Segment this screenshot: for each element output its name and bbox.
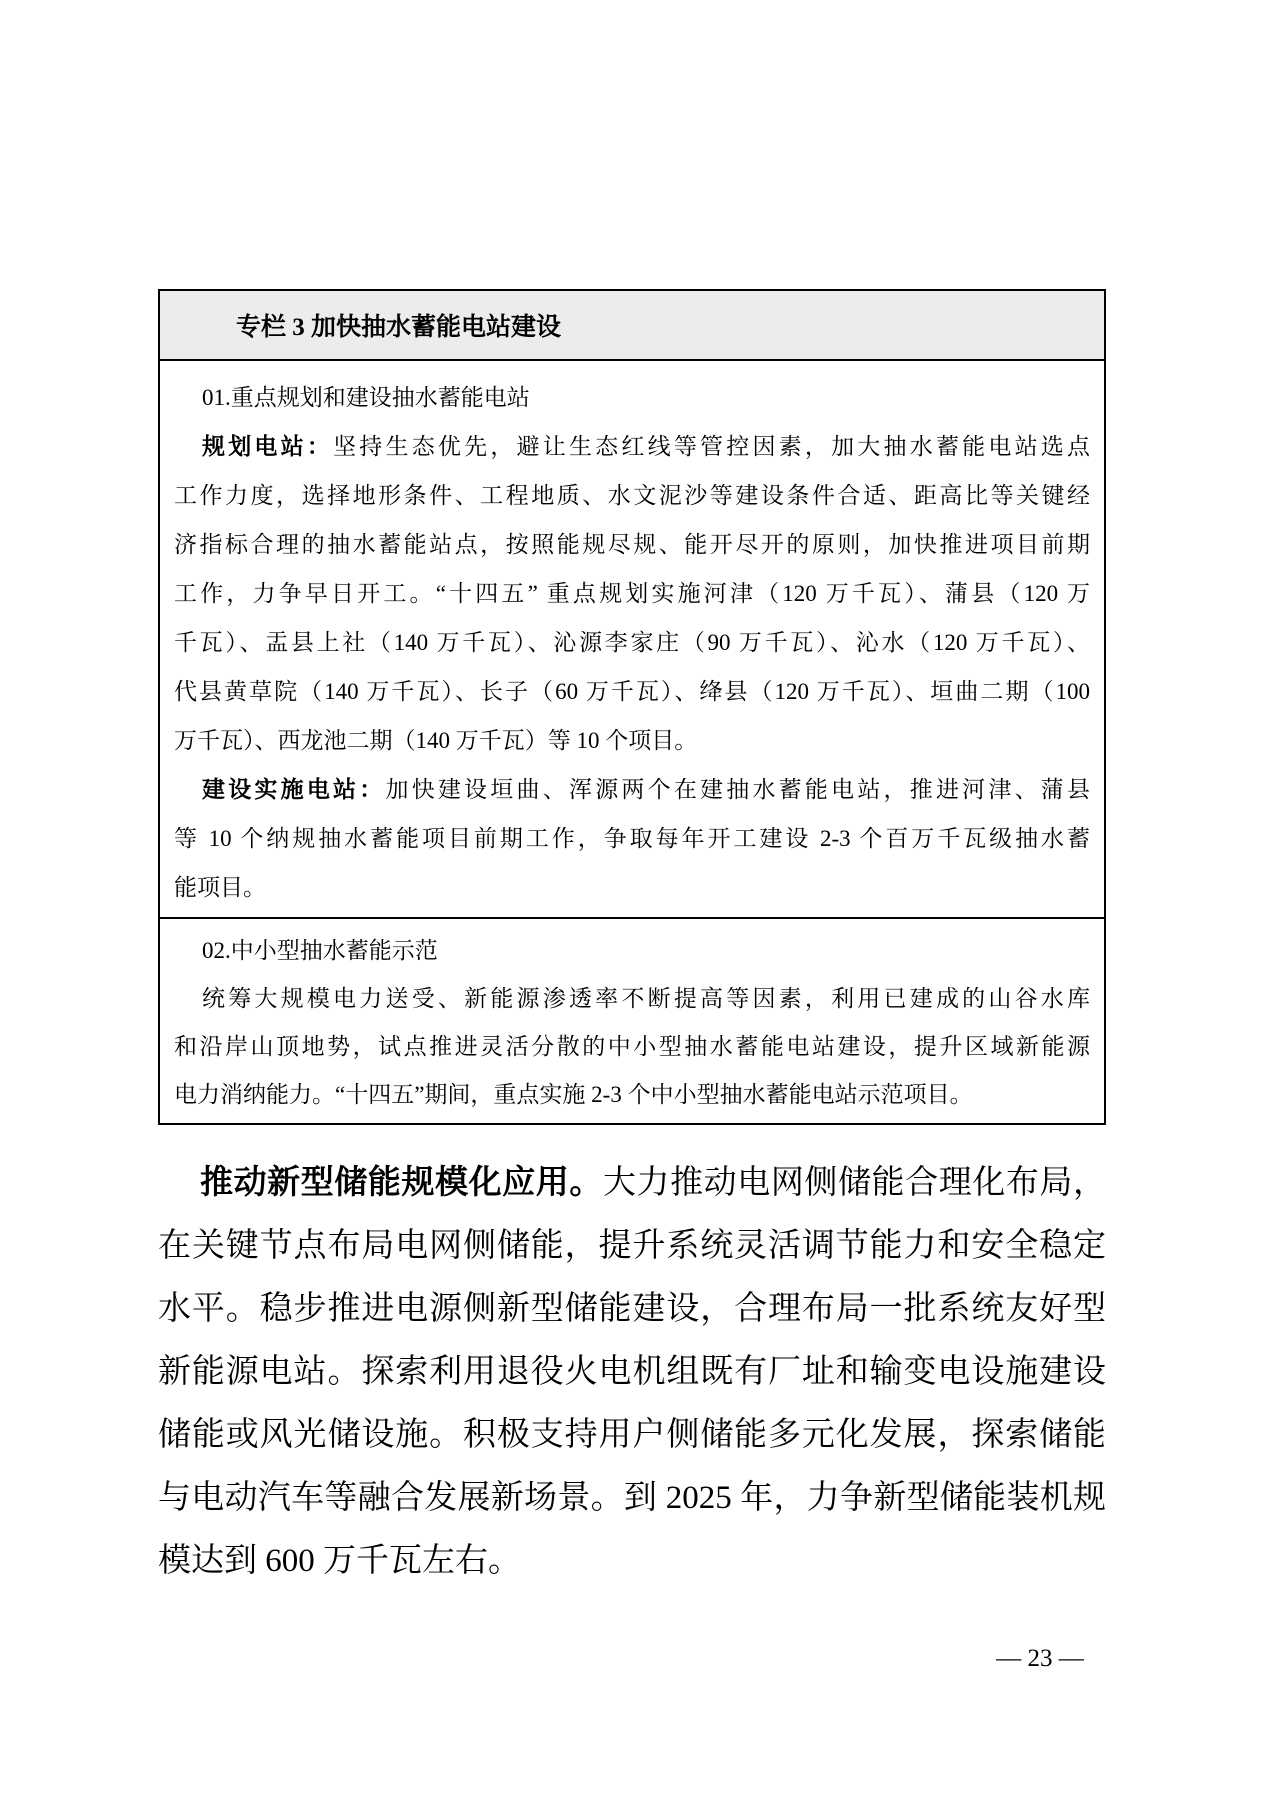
- body-line-7: 模达到 600 万千瓦左右。: [158, 1543, 521, 1579]
- section-01-title: 01.重点规划和建设抽水蓄能电站: [202, 385, 530, 410]
- section-01-para2-lead: 建设实施电站：: [202, 777, 386, 802]
- section-02-title: 02.中小型抽水蓄能示范: [202, 938, 438, 963]
- column-box-section-02: [160, 917, 1104, 1123]
- page-number: — 23 —: [996, 1645, 1084, 1672]
- section-01-para1-line-7: 万千瓦）、西龙池二期（140 万千瓦）等 10 个项目。: [174, 728, 698, 753]
- section-01-para1-line-4: 工作，力争早日开工。“十四五” 重点规划实施河津（120 万千瓦）、蒲县（120 万: [174, 581, 1090, 606]
- body-line-5: 储能或风光储设施。积极支持用户侧储能多元化发展，探索储能: [158, 1417, 1106, 1453]
- section-01-para1-line-1-text: 坚持生态优先，避让生态红线等管控因素，加大抽水蓄能电站选点: [333, 434, 1090, 459]
- section-01-para1-line-3: 济指标合理的抽水蓄能站点，按照能规尽规、能开尽开的原则，加快推进项目前期: [174, 532, 1090, 557]
- section-02-para-line-2: 和沿岸山顶地势，试点推进灵活分散的中小型抽水蓄能电站建设，提升区域新能源: [174, 1034, 1090, 1059]
- section-02-para-line-3: 电力消纳能力。“十四五”期间，重点实施 2-3 个中小型抽水蓄能电站示范项目。: [174, 1082, 973, 1107]
- body-line-2: 在关键节点布局电网侧储能，提升系统灵活调节能力和安全稳定: [158, 1228, 1106, 1264]
- section-01-para1-line-5: 千瓦）、盂县上社（140 万千瓦）、沁源李家庄（90 万千瓦）、沁水（120 万千瓦）、: [174, 630, 1090, 655]
- body-line-1-text: 大力推动电网侧储能合理化布局，: [602, 1165, 1106, 1201]
- section-01-para1-line-1: [174, 422, 1090, 471]
- column-box-title: 专栏 3 加快抽水蓄能电站建设: [236, 314, 562, 341]
- body-line-6: 与电动汽车等融合发展新场景。到 2025 年，力争新型储能装机规: [158, 1480, 1106, 1516]
- section-02-para-line-1: 统筹大规模电力送受、新能源渗透率不断提高等因素，利用已建成的山谷水库: [202, 986, 1090, 1011]
- section-01-para2-line-3: 能项目。: [174, 875, 266, 900]
- column-box: [158, 289, 1106, 1125]
- section-01-para1-lead: 规划电站：: [202, 434, 334, 459]
- section-01-para2-line-1-text: 加快建设垣曲、浑源两个在建抽水蓄能电站，推进河津、蒲县: [385, 777, 1090, 802]
- column-box-header: [160, 291, 1104, 361]
- column-box-section-01: [160, 361, 1104, 917]
- body-paragraph: [158, 1152, 1106, 1593]
- body-line-1: [158, 1152, 1106, 1215]
- body-paragraph-lead: 推动新型储能规模化应用。: [200, 1165, 603, 1201]
- section-01-para2-line-1: [174, 765, 1090, 814]
- section-01-para2-line-2: 等 10 个纳规抽水蓄能项目前期工作，争取每年开工建设 2-3 个百万千瓦级抽水蓄: [174, 826, 1090, 851]
- section-01-para1-line-2: 工作力度，选择地形条件、工程地质、水文泥沙等建设条件合适、距高比等关键经: [174, 483, 1090, 508]
- body-line-3: 水平。稳步推进电源侧新型储能建设，合理布局一批系统友好型: [158, 1291, 1106, 1327]
- body-line-4: 新能源电站。探索利用退役火电机组既有厂址和输变电设施建设: [158, 1354, 1106, 1390]
- section-01-para1-line-6: 代县黄草院（140 万千瓦）、长子（60 万千瓦）、绛县（120 万千瓦）、垣曲二期（100: [174, 679, 1090, 704]
